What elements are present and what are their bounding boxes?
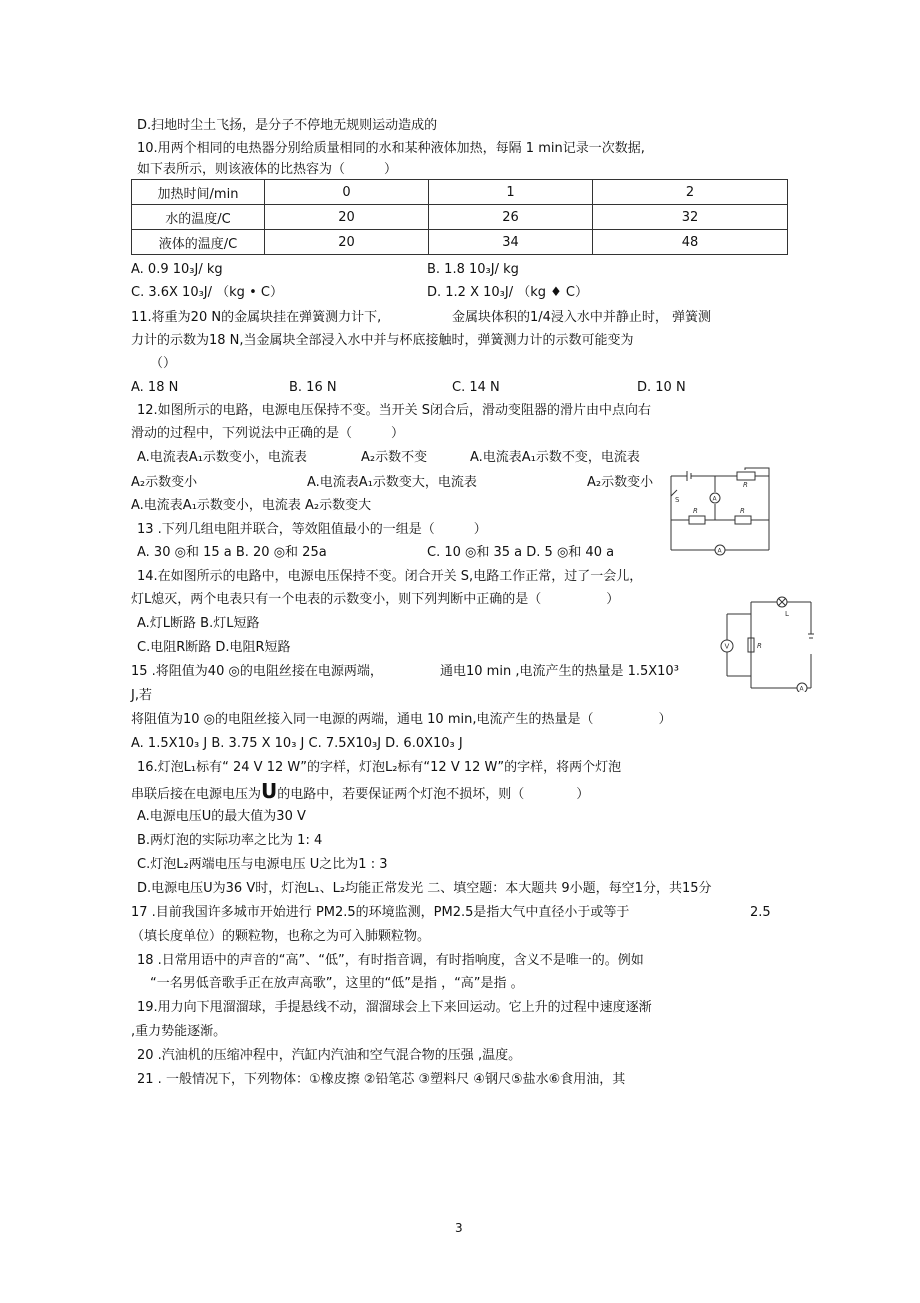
option-b-q10: B. 1.8 10₃J/ kg: [427, 262, 519, 277]
question-17-cont: （填长度单位）的颗粒物，也称之为可入肺颗粒物。: [131, 929, 431, 944]
question-16-text: 串联后接在电源电压为: [131, 787, 262, 802]
question-17-value: 2.5: [750, 905, 771, 920]
option-b-q12: A.电流表A₁示数不变，电流表: [470, 450, 640, 465]
question-16-text-end: 的电路中，若要保证两个灯泡不损坏，则（ ）: [277, 787, 590, 802]
question-10: 10.用两个相同的电热器分别给质量相同的水和某种液体加热，每隔 1 min记录一次数据,: [137, 141, 645, 156]
question-16: 16.灯泡L₁标有“ 24 V 12 W”的字样，灯泡L₂标有“12 V 12 W”的字样，将两个灯泡: [137, 760, 622, 775]
question-11-part2: 金属块体积的1/4浸入水中并静止时， 弹簧测: [452, 310, 712, 325]
question-12-cont: 滑动的过程中，下列说法中正确的是（ ）: [131, 426, 405, 441]
options-q14-ab: A.灯L断路 B.灯L短路: [137, 616, 260, 631]
ammeter-label: A: [799, 685, 804, 692]
resistor-label: R: [743, 481, 748, 489]
question-15-cont2: 将阻值为10 ◎的电阻丝接入同一电源的两端，通电 10 min,电流产生的热量是（ ）: [131, 712, 672, 727]
table-row: [132, 230, 788, 255]
option-d-q12: A.电流表A₁示数变小，电流表 A₂示数变大: [131, 498, 372, 513]
question-15-part2: 通电10 min ,电流产生的热量是 1.5X10³: [440, 664, 679, 679]
option-a-q16: A.电源电压U的最大值为30 V: [137, 809, 306, 824]
table-cell: 0: [265, 180, 429, 205]
question-18: 18 .日常用语中的声音的“高”、“低”，有时指音调，有时指响度，含义不是唯一的。例如: [137, 953, 644, 968]
question-11-cont: 力计的示数为18 N,当金属块全部浸入水中并与杯底接触时，弹簧测力计的示数可能变为: [131, 333, 634, 348]
question-10-cont: 如下表所示，则该液体的比热容为（ ）: [137, 162, 398, 177]
option-b-q11: B. 16 N: [289, 380, 337, 395]
resistor-label: R: [757, 642, 762, 650]
question-20: 20 .汽油机的压缩冲程中，汽缸内汽油和空气混合物的压强 ,温度。: [137, 1048, 522, 1063]
question-13: 13 .下列几组电阻并联合，等效阻值最小的一组是（ ）: [137, 522, 487, 537]
option-d-q11: D. 10 N: [637, 380, 686, 395]
table-cell: 20: [265, 230, 429, 255]
switch-label: S: [675, 496, 680, 504]
question-12: 12.如图所示的电路，电源电压保持不变。当开关 S闭合后，滑动变阻器的滑片由中点向右: [137, 403, 652, 418]
heating-data-table: [131, 179, 788, 255]
question-18-cont: “一名男低音歌手正在放声高歌”，这里的“低”是指 ，“高”是指 。: [150, 976, 524, 991]
table-cell: 水的温度/C: [132, 205, 265, 230]
voltage-symbol: U: [261, 779, 278, 803]
options-q15: A. 1.5X10₃ J B. 3.75 X 10₃ J C. 7.5X10₃J D. 6.0X10₃ J: [131, 736, 463, 751]
question-14-cont: 灯L熄灭，两个电表只有一个电表的示数变小，则下列判断中正确的是（ ）: [131, 592, 620, 607]
option-a-q10: A. 0.9 10₃J/ kg: [131, 262, 223, 277]
circuit-diagram-q12: [663, 466, 775, 556]
resistor-label: R: [693, 507, 698, 515]
question-16-cont: [131, 779, 590, 804]
table-cell: 34: [429, 230, 593, 255]
option-d-q10: D. 1.2 X 10₃J/ （kg ♦ C）: [427, 285, 588, 300]
ammeter-label: A: [712, 495, 717, 503]
option-c-q16: C.灯泡L₂两端电压与电源电压 U之比为1 : 3: [137, 857, 388, 872]
lamp-label: L: [785, 610, 789, 618]
options-q13-ab: A. 30 ◎和 15 a B. 20 ◎和 25a: [137, 545, 327, 560]
option-a-q12-cont: A₂示数不变: [361, 450, 428, 465]
table-cell: 48: [593, 230, 788, 255]
table-row: [132, 180, 788, 205]
option-b-q12-cont: A₂示数变小: [131, 475, 198, 490]
page-number: 3: [455, 1221, 463, 1235]
option-c-q12-cont: A₂示数变小: [587, 475, 654, 490]
option-c-q10: C. 3.6X 10₃J/ （kg • C）: [131, 285, 283, 300]
voltmeter-label: V: [724, 642, 730, 651]
options-q13-cd: C. 10 ◎和 35 a D. 5 ◎和 40 a: [427, 545, 615, 560]
table-cell: 32: [593, 205, 788, 230]
option-a-q12: A.电流表A₁示数变小，电流表: [137, 450, 307, 465]
option-b-q16: B.两灯泡的实际功率之比为 1: 4: [137, 833, 323, 848]
option-a-q11: A. 18 N: [131, 380, 179, 395]
ammeter-label: A: [717, 547, 722, 555]
option-d-q9: D.扫地时尘土飞扬，是分子不停地无规则运动造成的: [137, 118, 438, 133]
question-19: 19.用力向下甩溜溜球，手提悬线不动，溜溜球会上下来回运动。它上升的过程中速度逐渐: [137, 1000, 652, 1015]
question-19-cont: ,重力势能逐渐。: [131, 1024, 227, 1039]
table-cell: 加热时间/min: [132, 180, 265, 205]
table-cell: 2: [593, 180, 788, 205]
question-15-cont: J,若: [131, 688, 152, 703]
option-d-q16-and-section-2: D.电源电压U为36 V时，灯泡L₁、L₂均能正常发光 二、填空题：本大题共 9小题，每空1分，共15分: [137, 881, 712, 896]
question-15: 15 .将阻值为40 ◎的电阻丝接在电源两端，: [131, 664, 383, 679]
circuit-diagram-q14: [713, 596, 815, 692]
option-c-q12: A.电流表A₁示数变大，电流表: [307, 475, 477, 490]
table-row: [132, 205, 788, 230]
option-c-q11: C. 14 N: [452, 380, 500, 395]
answer-blank: （）: [150, 356, 177, 371]
question-21: 21 . 一般情况下，下列物体：①橡皮擦 ②铅笔芯 ③塑料尺 ④钢尺⑤盐水⑥食用油，其: [137, 1072, 626, 1087]
table-cell: 1: [429, 180, 593, 205]
table-cell: 液体的温度/C: [132, 230, 265, 255]
table-cell: 20: [265, 205, 429, 230]
resistor-label: R: [740, 507, 745, 515]
options-q14-cd: C.电阻R断路 D.电阻R短路: [137, 640, 291, 655]
question-17: 17 .目前我国许多城市开始进行 PM2.5的环境监测，PM2.5是指大气中直径小于或等于: [131, 905, 630, 920]
question-14: 14.在如图所示的电路中，电源电压保持不变。闭合开关 S,电路工作正常，过了一会儿，: [137, 569, 643, 584]
question-11: 11.将重为20 N的金属块挂在弹簧测力计下,: [131, 310, 382, 325]
table-cell: 26: [429, 205, 593, 230]
